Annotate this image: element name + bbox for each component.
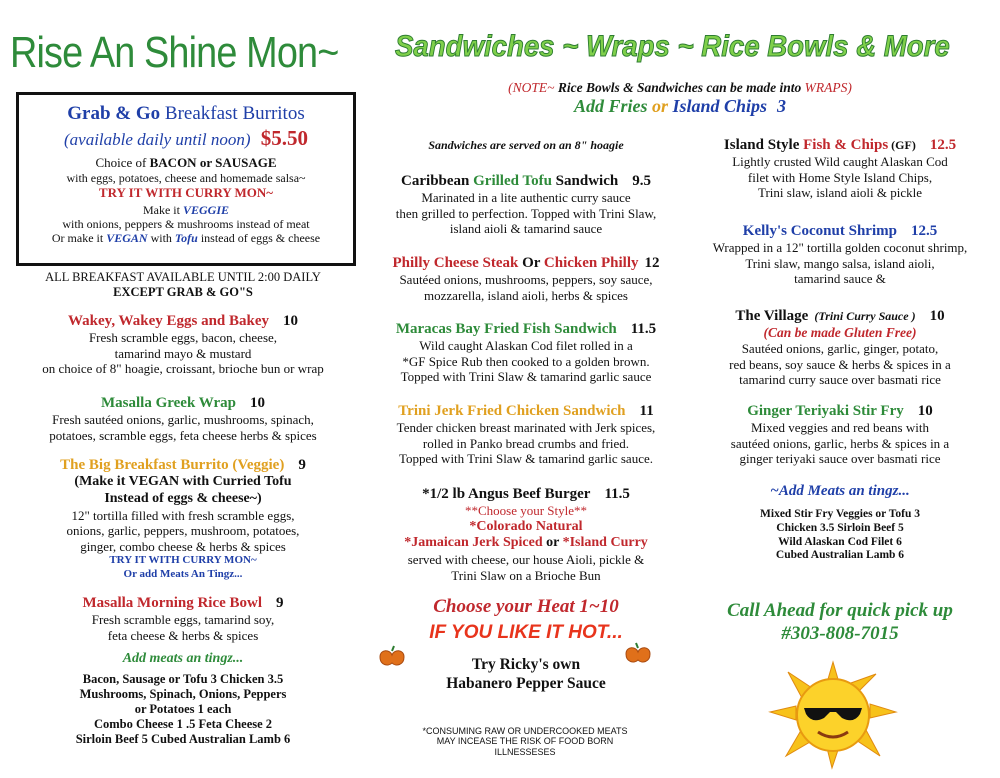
warning-line-1: *CONSUMING RAW OR UNDERCOOKED MEATS bbox=[422, 726, 628, 736]
item-desc-3: Topped with Trini Slaw & tamarind garlic sauce bbox=[400, 369, 652, 385]
item-price: 10 bbox=[283, 313, 299, 329]
item-desc-3: ginger, combo cheese & herbs & spices bbox=[80, 538, 286, 554]
item-desc-2: then grilled to perfection. Topped with Trini Slaw, bbox=[395, 205, 657, 221]
wrap-note bbox=[380, 80, 980, 118]
menu-item-ginger-teriyaki bbox=[682, 402, 998, 467]
item-desc-2: red beans, soy sauce & herbs & spices in a bbox=[729, 356, 951, 372]
item-name-c: Sandwich bbox=[551, 173, 619, 189]
call-ahead bbox=[682, 600, 998, 646]
item-price: 12 bbox=[644, 255, 660, 271]
section-header: Sandwiches ~ Wraps ~ Rice Bowls & More bbox=[395, 30, 950, 63]
grab-go-ingredients: with eggs, potatoes, cheese and homemade salsa~ bbox=[66, 170, 306, 185]
item-price: 10 bbox=[929, 308, 945, 324]
item-desc-2: onions, garlic, peppers, mushroom, potatoes, bbox=[66, 523, 300, 539]
grab-go-choice-meats: BACON or SAUSAGE bbox=[149, 155, 277, 170]
grab-go-vegan bbox=[19, 231, 353, 245]
grab-go-choice-text: Choice of bbox=[95, 155, 150, 170]
item-name: Kelly's Coconut Shrimp bbox=[742, 223, 897, 239]
item-name: The Big Breakfast Burrito (Veggie) bbox=[60, 457, 285, 473]
veggie-label: VEGGIE bbox=[182, 202, 229, 217]
item-meats-note: Or add Meats An Tingz... bbox=[123, 567, 243, 580]
item-sauce: (Trini Curry Sauce ) bbox=[814, 309, 916, 323]
item-price: 11 bbox=[639, 403, 654, 419]
grab-go-veggie-line: with onions, peppers & mushrooms instead of meat bbox=[62, 216, 310, 231]
add-meats-row-5: Sirloin Beef 5 Cubed Australian Lamb 6 bbox=[75, 731, 291, 746]
veggie-text: Make it bbox=[142, 202, 183, 217]
grab-go-title bbox=[19, 103, 353, 125]
item-name: *1/2 lb Angus Beef Burger bbox=[422, 486, 591, 502]
add-meats-row-2: Chicken 3.5 Sirloin Beef 5 bbox=[776, 521, 904, 534]
item-vegan-line-2: Instead of eggs & cheese~) bbox=[104, 490, 262, 506]
grab-go-title-bold: Grab & Go bbox=[67, 103, 161, 124]
item-name-b: Fish & Chips bbox=[803, 137, 889, 153]
grab-go-availability: (available daily until noon) bbox=[64, 130, 251, 149]
note-middle: Rice Bowls & Sandwiches can be made into bbox=[554, 80, 805, 95]
item-desc-1: Lightly crusted Wild caught Alaskan Cod bbox=[732, 154, 948, 169]
item-desc-2: Trini slaw, mango salsa, island aioli, bbox=[745, 255, 935, 271]
item-desc-3: Topped with Trini Slaw & tamarind garlic sauce. bbox=[399, 451, 653, 467]
add-meats-title: ~Add Meats an tingz... bbox=[770, 483, 910, 499]
menu-item-grilled-tofu bbox=[378, 172, 674, 237]
item-name-b: Chicken Philly bbox=[543, 255, 639, 271]
phone-number: #303-808-7015 bbox=[781, 622, 899, 644]
menu-title: Rise An Shine Mon~ bbox=[10, 28, 339, 77]
left-add-meats bbox=[10, 651, 356, 747]
item-name-a: Caribbean bbox=[401, 173, 474, 189]
item-desc-2: rolled in Panko bread crumbs and fried. bbox=[422, 435, 630, 451]
menu-item-wakey bbox=[10, 312, 356, 377]
note-open: (NOTE~ bbox=[508, 80, 555, 95]
add-meats-row-1: Bacon, Sausage or Tofu 3 Chicken 3.5 bbox=[82, 671, 284, 686]
grab-go-title-rest: Breakfast Burritos bbox=[160, 103, 305, 124]
vegan-tofu: Tofu bbox=[174, 231, 198, 246]
item-gf-note: (Can be made Gluten Free) bbox=[763, 325, 917, 340]
grab-go-choice bbox=[19, 155, 353, 171]
item-desc-2: mozzarella, island aioli, herbs & spices bbox=[424, 287, 628, 303]
menu-item-morning-rice-bowl bbox=[10, 594, 356, 643]
item-desc-1: Marinated in a lite authentic curry sauce bbox=[421, 190, 631, 205]
item-price: 12.5 bbox=[929, 137, 957, 153]
grab-go-curry: TRY IT WITH CURRY MON~ bbox=[98, 184, 274, 200]
warning-line-2: MAY INCEASE THE RISK OF FOOD BORN bbox=[436, 736, 614, 747]
item-curry-note: TRY IT WITH CURRY MON~ bbox=[109, 554, 257, 567]
raw-meat-warning bbox=[380, 726, 670, 757]
hot-banner: IF YOU LIKE IT HOT... bbox=[429, 622, 623, 643]
item-name-a: Philly Cheese Steak bbox=[392, 255, 519, 271]
item-desc-2: sautéed onions, garlic, herbs & spices in a bbox=[730, 435, 950, 451]
add-meats-row-2: Mushrooms, Spinach, Onions, Peppers bbox=[79, 686, 287, 701]
item-desc-3: on choice of 8" hoagie, croissant, brioche bun or wrap bbox=[42, 361, 324, 377]
item-vegan-line-1: (Make it VEGAN with Curried Tofu bbox=[74, 474, 292, 489]
item-name-a: Island Style bbox=[723, 137, 804, 153]
menu-item-greek-wrap bbox=[10, 394, 356, 443]
item-name: Masalla Greek Wrap bbox=[101, 395, 236, 411]
breakfast-hours-line-1: ALL BREAKFAST AVAILABLE UNTIL 2:00 DAILY bbox=[45, 270, 321, 284]
item-price: 11.5 bbox=[630, 321, 657, 337]
menu-item-the-village bbox=[682, 307, 998, 388]
item-desc-1: Fresh sautéed onions, garlic, mushrooms, spinach, bbox=[52, 412, 314, 427]
item-desc-3: island aioli & tamarind sauce bbox=[449, 221, 603, 237]
ricky-sauce bbox=[378, 656, 674, 693]
item-desc-3: tamarind sauce & bbox=[794, 271, 886, 287]
item-price: 12.5 bbox=[910, 223, 938, 239]
menu-item-fish-and-chips bbox=[682, 136, 998, 201]
item-name: Masalla Morning Rice Bowl bbox=[82, 595, 263, 611]
burger-style-curry: *Island Curry bbox=[562, 535, 648, 551]
item-desc-1: 12" tortilla filled with fresh scramble eggs, bbox=[71, 507, 295, 523]
item-desc-1: Sautéed onions, garlic, ginger, potato, bbox=[741, 341, 939, 357]
add-meats-row-4: Combo Cheese 1 .5 Feta Cheese 2 bbox=[93, 716, 273, 731]
item-desc-2: Trini Slaw on a Brioche Bun bbox=[451, 567, 601, 583]
chips-label: Island Chips bbox=[672, 96, 768, 117]
item-name: Maracas Bay Fried Fish Sandwich bbox=[395, 321, 617, 337]
item-desc-3: tamarind curry sauce over basmati rice bbox=[739, 372, 941, 388]
breakfast-hours-note bbox=[10, 270, 356, 300]
right-add-meats bbox=[682, 482, 998, 563]
item-desc-2: feta cheese & herbs & spices bbox=[107, 627, 259, 643]
breakfast-hours-line-2: EXCEPT GRAB & GO"S bbox=[113, 285, 253, 299]
menu-item-jerk-chicken bbox=[378, 402, 674, 467]
menu-item-coconut-shrimp bbox=[682, 222, 998, 287]
burger-style-label: **Choose your Style** bbox=[464, 503, 588, 518]
item-desc-1: Mixed veggies and red beans with bbox=[751, 420, 929, 435]
burger-style-colorado: *Colorado Natural bbox=[469, 518, 583, 534]
item-price: 9.5 bbox=[632, 173, 651, 189]
item-desc-1: Tender chicken breast marinated with Jerk spices, bbox=[396, 420, 656, 435]
sun-with-sunglasses-icon bbox=[768, 660, 898, 770]
add-meats-row-3: Wild Alaskan Cod Filet 6 bbox=[778, 535, 902, 548]
item-desc-1: Wrapped in a 12" tortilla golden coconut shrimp, bbox=[712, 240, 968, 255]
item-price: 9 bbox=[298, 457, 306, 473]
vegan-rest: instead of eggs & cheese bbox=[197, 231, 321, 246]
fries-price: 3 bbox=[777, 96, 787, 117]
item-gf: (GF) bbox=[888, 138, 916, 152]
burger-style-or: or bbox=[542, 535, 563, 551]
item-desc-3: Trini slaw, island aioli & pickle bbox=[757, 185, 923, 201]
item-name-or: Or bbox=[518, 255, 544, 271]
burger-style-jerk: *Jamaican Jerk Spiced bbox=[404, 535, 543, 551]
choose-heat: Choose your Heat 1~10 bbox=[433, 596, 619, 617]
vegan-text: Or make it bbox=[51, 231, 107, 246]
item-name: Trini Jerk Fried Chicken Sandwich bbox=[398, 403, 626, 419]
ricky-line-2: Habanero Pepper Sauce bbox=[446, 674, 606, 692]
item-price: 10 bbox=[917, 403, 933, 419]
item-name: Wakey, Wakey Eggs and Bakey bbox=[67, 313, 270, 329]
add-meats-row-4: Cubed Australian Lamb 6 bbox=[775, 549, 905, 562]
grab-and-go-box bbox=[16, 92, 356, 266]
grab-go-veggie bbox=[19, 203, 353, 217]
vegan-label: VEGAN bbox=[106, 231, 148, 246]
hoagie-note: Sandwiches are served on an 8" hoagie bbox=[428, 138, 624, 152]
item-desc-2: filet with Home Style Island Chips, bbox=[747, 169, 933, 185]
item-name: The Village bbox=[735, 308, 809, 324]
item-desc-1: Wild caught Alaskan Cod filet rolled in a bbox=[419, 338, 633, 353]
item-desc-2: tamarind mayo & mustard bbox=[114, 345, 252, 361]
menu-item-philly bbox=[378, 254, 674, 303]
menu-item-angus-burger bbox=[378, 485, 674, 583]
fries-or: or bbox=[647, 96, 673, 117]
warning-line-3: ILLNESSESES bbox=[494, 746, 556, 757]
grab-go-availability-row bbox=[19, 126, 353, 151]
fries-label: Add Fries bbox=[573, 96, 648, 117]
item-desc-1: Fresh scramble eggs, tamarind soy, bbox=[91, 612, 275, 627]
item-desc-3: ginger teriyaki sauce over basmati rice bbox=[739, 451, 941, 467]
item-desc-2: *GF Spice Rub then cooked to a golden brown. bbox=[402, 353, 650, 369]
item-desc-1: Sautéed onions, mushrooms, peppers, soy sauce, bbox=[399, 272, 653, 287]
item-price: 11.5 bbox=[604, 486, 630, 502]
item-name-b: Grilled Tofu bbox=[473, 173, 552, 189]
menu-item-maracas-fish bbox=[378, 320, 674, 385]
menu-item-big-breakfast-burrito bbox=[10, 456, 356, 581]
vegan-with: with bbox=[147, 231, 175, 246]
item-desc-1: Fresh scramble eggs, bacon, cheese, bbox=[88, 330, 278, 345]
item-name: Ginger Teriyaki Stir Fry bbox=[747, 403, 904, 419]
call-ahead-text: Call Ahead for quick pick up bbox=[727, 600, 953, 621]
grab-go-price: $5.50 bbox=[260, 126, 308, 150]
note-wraps: WRAPS) bbox=[804, 80, 852, 95]
add-meats-row-1: Mixed Stir Fry Veggies or Tofu 3 bbox=[760, 508, 920, 520]
item-price: 10 bbox=[250, 395, 265, 411]
item-price: 9 bbox=[276, 595, 284, 611]
item-desc-2: potatoes, scramble eggs, feta cheese herbs & spices bbox=[49, 427, 317, 443]
add-meats-row-3: or Potatoes 1 each bbox=[134, 701, 232, 716]
ricky-line-1: Try Ricky's own bbox=[471, 656, 581, 673]
item-desc-1: served with cheese, our house Aioli, pickle & bbox=[407, 552, 645, 568]
add-meats-title: Add meats an tingz... bbox=[122, 651, 244, 666]
